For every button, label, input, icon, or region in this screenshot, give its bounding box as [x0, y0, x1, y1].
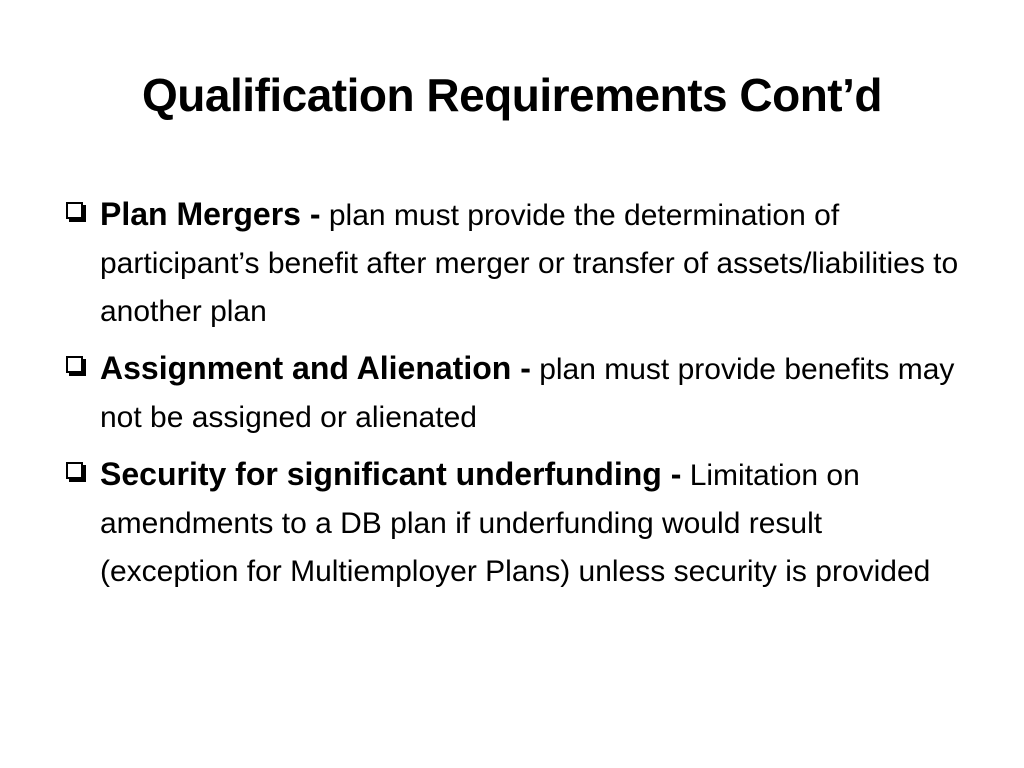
slide-title: Qualification Requirements Cont’d: [141, 69, 882, 121]
checkbox-square-icon: [66, 462, 83, 479]
bullet-term: Assignment and Alienation -: [100, 350, 531, 386]
bullet-item-security-underfunding: [66, 450, 966, 596]
bullet-term: Plan Mergers -: [100, 196, 321, 232]
bullet-list: [66, 190, 966, 604]
bullet-text: Limitation on amendments to a DB plan if underfunding would result (exception for Multiemployer Plans) unless security is provided: [100, 459, 931, 588]
bullet-text: plan must provide benefits may not be assigned or alienated: [100, 353, 955, 434]
bullet-item-plan-mergers: [66, 190, 966, 336]
bullet-term: Security for significant underfunding -: [100, 456, 682, 492]
checkbox-square-icon: [66, 356, 83, 373]
bullet-item-assignment-alienation: [66, 344, 966, 442]
bullet-text: plan must provide the determination of participant’s benefit after merger or transfer of assets/liabilities to another plan: [100, 199, 959, 328]
checkbox-square-icon: [66, 202, 83, 219]
